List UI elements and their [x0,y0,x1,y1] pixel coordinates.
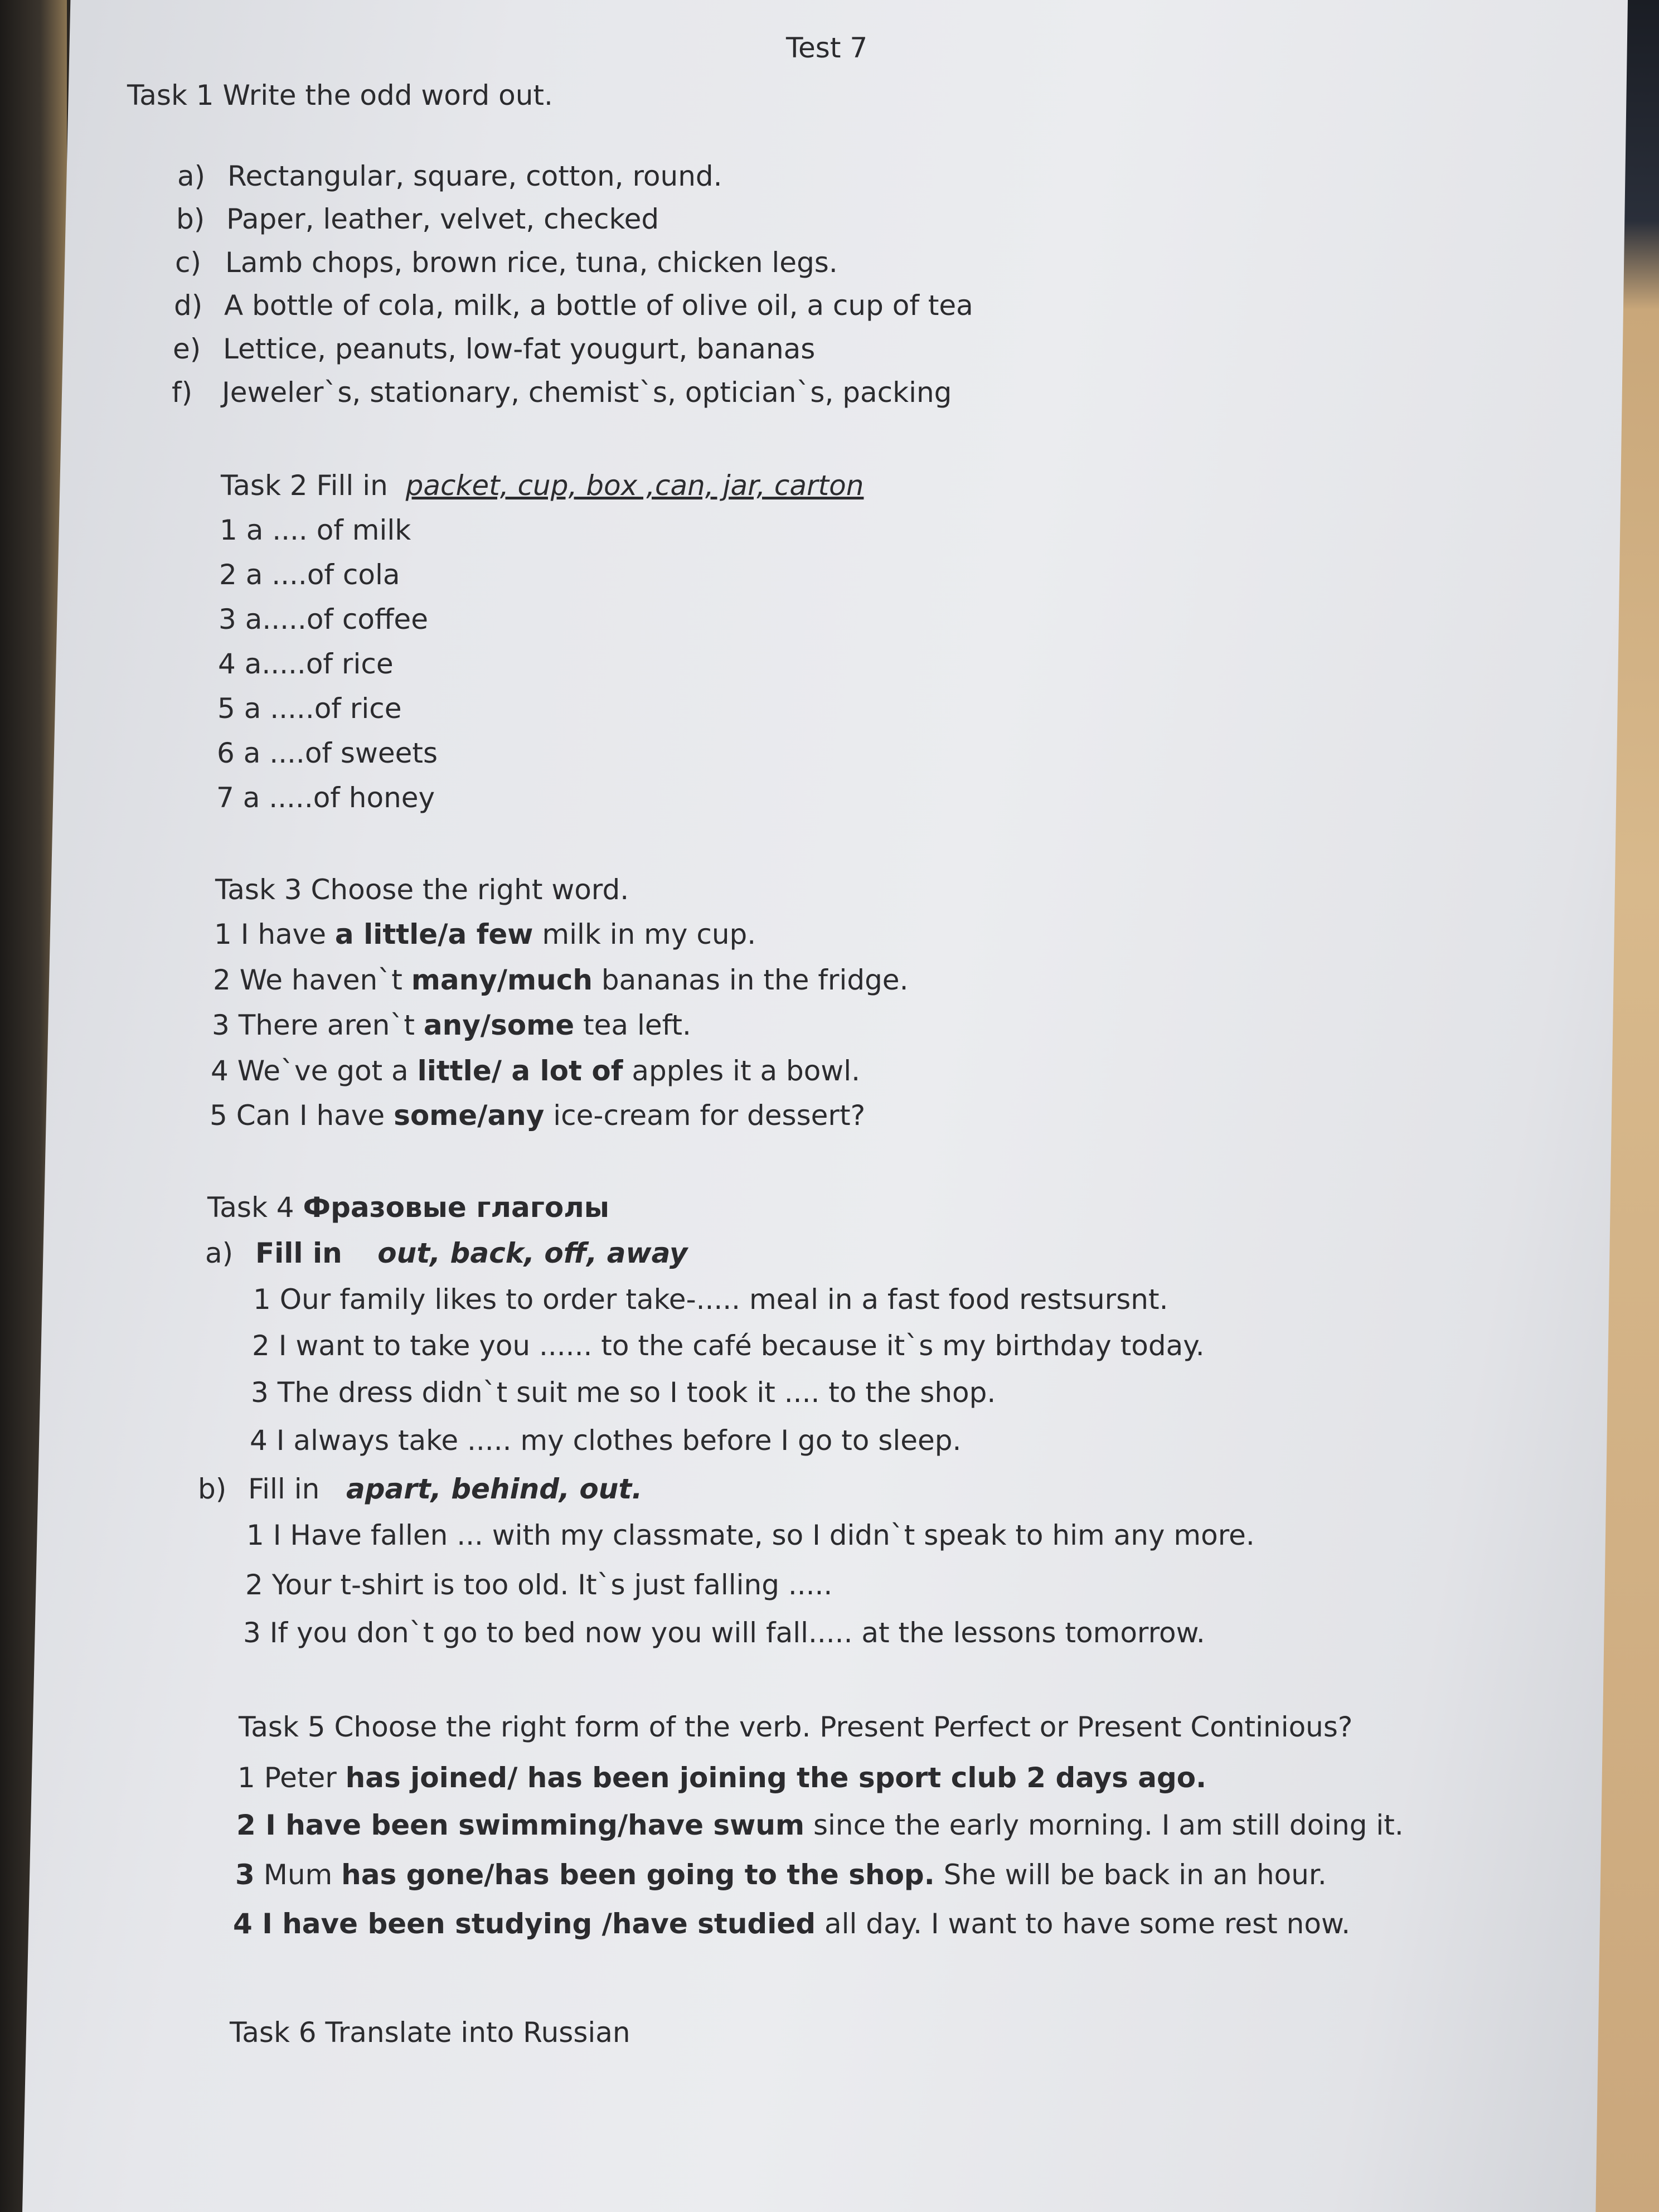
task2-item: 5 a .....of rice [217,692,402,725]
task5-item: 1 Peter has joined/ has been joining the sport club 2 days ago. [237,1762,1207,1794]
task4a-word-bank: out, back, off, away [377,1237,688,1269]
page-title: Test 7 [786,32,868,64]
task1-item: c) Lamb chops, brown rice, tuna, chicken legs. [175,246,838,279]
task5-item: 4 I have been studying /have studied all day. I want to have some rest now. [233,1908,1351,1940]
task4b-item: 1 I Have fallen ... with my classmate, so I didn`t speak to him any more. [246,1519,1255,1551]
task1-item: f) Jeweler`s, stationary, chemist`s, optician`s, packing [172,376,952,409]
task3-item: 3 There aren`t any/some tea left. [212,1009,691,1041]
task4b-word-bank: apart, behind, out. [346,1473,643,1505]
task2-item: 4 a.....of rice [218,648,394,680]
task2-item: 1 a .... of milk [220,514,411,546]
task4a-item: 4 I always take ..... my clothes before I go to sleep. [250,1424,962,1457]
task5-item: 3 Mum has gone/has been going to the shop. She will be back in an hour. [235,1859,1327,1891]
task2-word-bank: packet, cup, box ,can, jar, carton [405,469,864,502]
task1-item: e) Lettice, peanuts, low-fat yougurt, bananas [173,333,816,365]
task4a-item: 1 Our family likes to order take-..... meal in a fast food restsursnt. [253,1283,1168,1316]
task2-item: 6 a ....of sweets [217,737,438,769]
task5-heading: Task 5 Choose the right form of the verb. Present Perfect or Present Continious? [239,1711,1353,1743]
task2-item: 2 a ....of cola [219,559,400,591]
task4b-item: 3 If you don`t go to bed now you will fall..... at the lessons tomorrow. [243,1617,1205,1649]
task4-heading: Task 4 Фразовые глаголы [207,1191,610,1224]
task3-item: 4 We`ve got a little/ a lot of apples it a bowl. [211,1055,860,1087]
task1-item: b) Paper, leather, velvet, checked [176,203,659,235]
task3-item: 5 Can I have some/any ice-cream for dessert? [210,1099,866,1132]
task4b-heading: b) Fill in apart, behind, out. [198,1473,643,1505]
task3-item: 1 I have a little/a few milk in my cup. [214,918,756,950]
task6-heading: Task 6 Translate into Russian [230,2016,630,2049]
task4a-item: 2 I want to take you ...... to the café because it`s my birthday today. [252,1330,1205,1362]
task1-item: a) Rectangular, square, cotton, round. [177,160,722,192]
task3-item: 2 We haven`t many/much bananas in the fridge. [213,964,909,996]
task5-item: 2 I have been swimming/have swum since the early morning. I am still doing it. [236,1809,1404,1841]
task4b-item: 2 Your t-shirt is too old. It`s just falling ..... [245,1569,833,1601]
task4a-heading: a) Fill in out, back, off, away [205,1237,688,1269]
task1-heading: Task 1 Write the odd word out. [127,79,553,111]
task2-item: 3 a.....of coffee [219,603,428,636]
task2-item: 7 a .....of honey [216,782,435,814]
task3-heading: Task 3 Choose the right word. [215,874,629,906]
task4a-item: 3 The dress didn`t suit me so I took it .... to the shop. [251,1376,996,1409]
task1-item: d) A bottle of cola, milk, a bottle of olive oil, a cup of tea [174,289,973,322]
task2-heading: Task 2 Fill in packet, cup, box ,can, jar, carton [221,469,864,502]
